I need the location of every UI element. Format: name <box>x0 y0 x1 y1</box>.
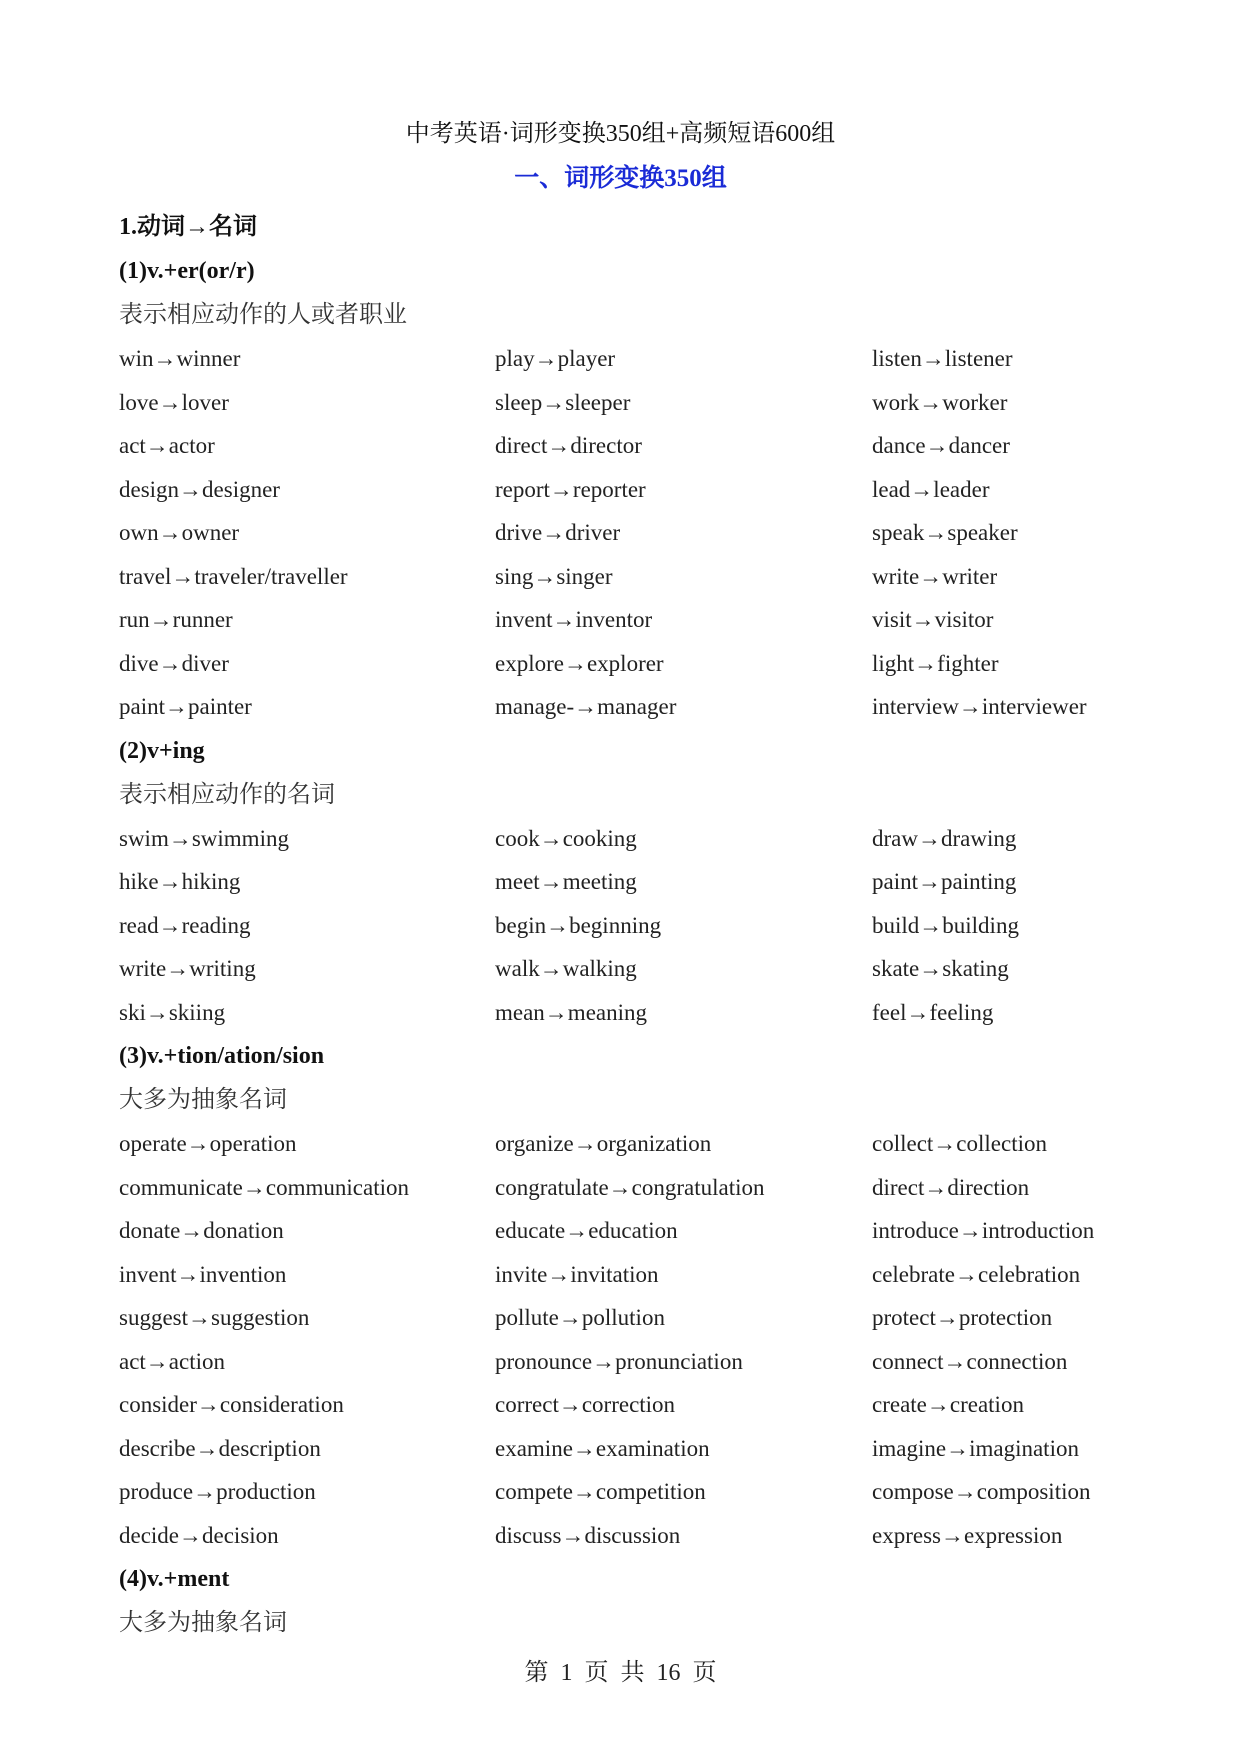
word-pair: connect→connection <box>872 1348 1068 1374</box>
word-pair: collect→collection <box>872 1131 1047 1156</box>
word-pair: ski→skiing <box>119 999 226 1025</box>
word-pair: act→actor <box>119 433 215 458</box>
word-pair: correct→correction <box>495 1392 676 1417</box>
word-pair: win→winner <box>119 346 241 371</box>
word-pair: write→writer <box>872 563 998 589</box>
word-pair: paint→painter <box>119 694 252 719</box>
word-pair: organize→organization <box>495 1131 712 1156</box>
word-row <box>119 1122 1129 1166</box>
word-pair: skate→skating <box>872 956 1009 981</box>
word-pair: produce→production <box>119 1479 316 1504</box>
word-pair: act→action <box>119 1348 226 1374</box>
subsection-heading: (3)v.+tion/ation/sion <box>119 1043 325 1069</box>
subsection-heading: (4)v.+ment <box>119 1566 230 1592</box>
word-pair: compete→competition <box>495 1479 706 1504</box>
subsection-note: 大多为抽象名词 <box>119 1087 287 1113</box>
word-pair: run→runner <box>119 607 233 632</box>
word-row <box>119 381 1129 425</box>
subsection-heading: (2)v+ing <box>119 737 205 764</box>
word-pair: invite→invitation <box>495 1261 659 1287</box>
word-pair: interview→interviewer <box>872 694 1087 719</box>
word-pair: drive→driver <box>495 520 621 545</box>
word-row <box>119 947 1129 991</box>
word-pair: pollute→pollution <box>495 1305 665 1330</box>
word-row <box>119 1470 1129 1514</box>
page-footer: 第 1 页 共 16 页 <box>524 1660 717 1686</box>
word-pair: donate→donation <box>119 1218 284 1243</box>
word-row <box>119 1340 1129 1384</box>
word-pair: describe→description <box>119 1435 321 1461</box>
word-pair: invent→inventor <box>495 607 653 632</box>
word-pair: lead→leader <box>872 476 990 502</box>
word-pair: design→designer <box>119 476 280 502</box>
word-row <box>119 685 1129 729</box>
word-pair: direct→director <box>495 433 642 458</box>
word-pair: invent→invention <box>119 1261 287 1287</box>
word-pair: hike→hiking <box>119 869 241 894</box>
word-pair: paint→painting <box>872 869 1017 894</box>
content-body <box>119 205 1129 1645</box>
word-pair: operate→operation <box>119 1131 297 1156</box>
word-pair: play→player <box>495 346 616 371</box>
word-row <box>119 1166 1129 1210</box>
word-pair: compose→composition <box>872 1479 1091 1504</box>
word-pair: consider→consideration <box>119 1392 344 1417</box>
word-pair: walk→walking <box>495 956 637 981</box>
word-pair: build→building <box>872 912 1019 938</box>
word-pair: introduce→introduction <box>872 1218 1095 1243</box>
word-row <box>119 1253 1129 1297</box>
document-title: 中考英语·词形变换350组+高频短语600组 <box>405 121 836 147</box>
word-row <box>119 555 1129 599</box>
word-pair: express→expression <box>872 1522 1063 1548</box>
word-pair: light→fighter <box>872 650 999 676</box>
word-pair: meet→meeting <box>495 869 637 894</box>
word-pair: pronounce→pronunciation <box>495 1348 743 1374</box>
word-pair: congratulate→congratulation <box>495 1174 765 1200</box>
subsection-note: 表示相应动作的人或者职业 <box>119 302 407 328</box>
word-pair: discuss→discussion <box>495 1522 681 1548</box>
word-pair: sing→singer <box>495 563 613 589</box>
word-pair: explore→explorer <box>495 650 664 676</box>
word-row <box>119 642 1129 686</box>
word-pair: read→reading <box>119 912 251 938</box>
word-row <box>119 1209 1129 1253</box>
word-pair: work→worker <box>872 389 1008 415</box>
word-pair: suggest→suggestion <box>119 1305 310 1330</box>
group-heading: 1.动词→名词 <box>119 214 257 240</box>
subsection-heading: (1)v.+er(or/r) <box>119 258 255 284</box>
word-row <box>119 1427 1129 1471</box>
word-pair: imagine→imagination <box>872 1435 1079 1461</box>
word-row <box>119 991 1129 1035</box>
word-pair: swim→swimming <box>119 825 289 851</box>
word-row <box>119 904 1129 948</box>
word-pair: own→owner <box>119 520 240 545</box>
word-row <box>119 817 1129 861</box>
word-row <box>119 468 1129 512</box>
word-row <box>119 1383 1129 1427</box>
word-pair: decide→decision <box>119 1522 279 1548</box>
word-pair: begin→beginning <box>495 912 662 938</box>
word-pair: speak→speaker <box>872 520 1018 545</box>
word-pair: create→creation <box>872 1392 1024 1417</box>
word-row <box>119 860 1129 904</box>
word-pair: report→reporter <box>495 476 646 502</box>
word-pair: dive→diver <box>119 650 229 676</box>
subsection-note: 表示相应动作的名词 <box>119 781 335 808</box>
word-row <box>119 511 1129 555</box>
word-pair: communicate→communication <box>119 1174 409 1200</box>
word-pair: educate→education <box>495 1218 678 1243</box>
subsection-note: 大多为抽象名词 <box>119 1610 287 1636</box>
word-pair: love→lover <box>119 389 229 415</box>
word-pair: cook→cooking <box>495 825 637 851</box>
word-pair: write→writing <box>119 956 256 981</box>
word-pair: travel→traveler/traveller <box>119 563 348 589</box>
word-pair: mean→meaning <box>495 999 648 1025</box>
word-row <box>119 598 1129 642</box>
word-pair: celebrate→celebration <box>872 1261 1081 1287</box>
word-pair: draw→drawing <box>872 825 1017 851</box>
word-pair: protect→protection <box>872 1305 1053 1330</box>
word-pair: visit→visitor <box>872 607 994 632</box>
word-pair: examine→examination <box>495 1435 710 1461</box>
word-row <box>119 424 1129 468</box>
word-pair: dance→dancer <box>872 433 1010 458</box>
word-pair: feel→feeling <box>872 999 994 1025</box>
word-row <box>119 1296 1129 1340</box>
word-pair: direct→direction <box>872 1174 1030 1200</box>
word-pair: sleep→sleeper <box>495 389 631 415</box>
word-pair: manage-→manager <box>495 694 677 719</box>
word-row <box>119 1514 1129 1558</box>
word-row <box>119 337 1129 381</box>
section-title: 一、词形变换350组 <box>514 165 727 192</box>
word-pair: listen→listener <box>872 346 1013 371</box>
